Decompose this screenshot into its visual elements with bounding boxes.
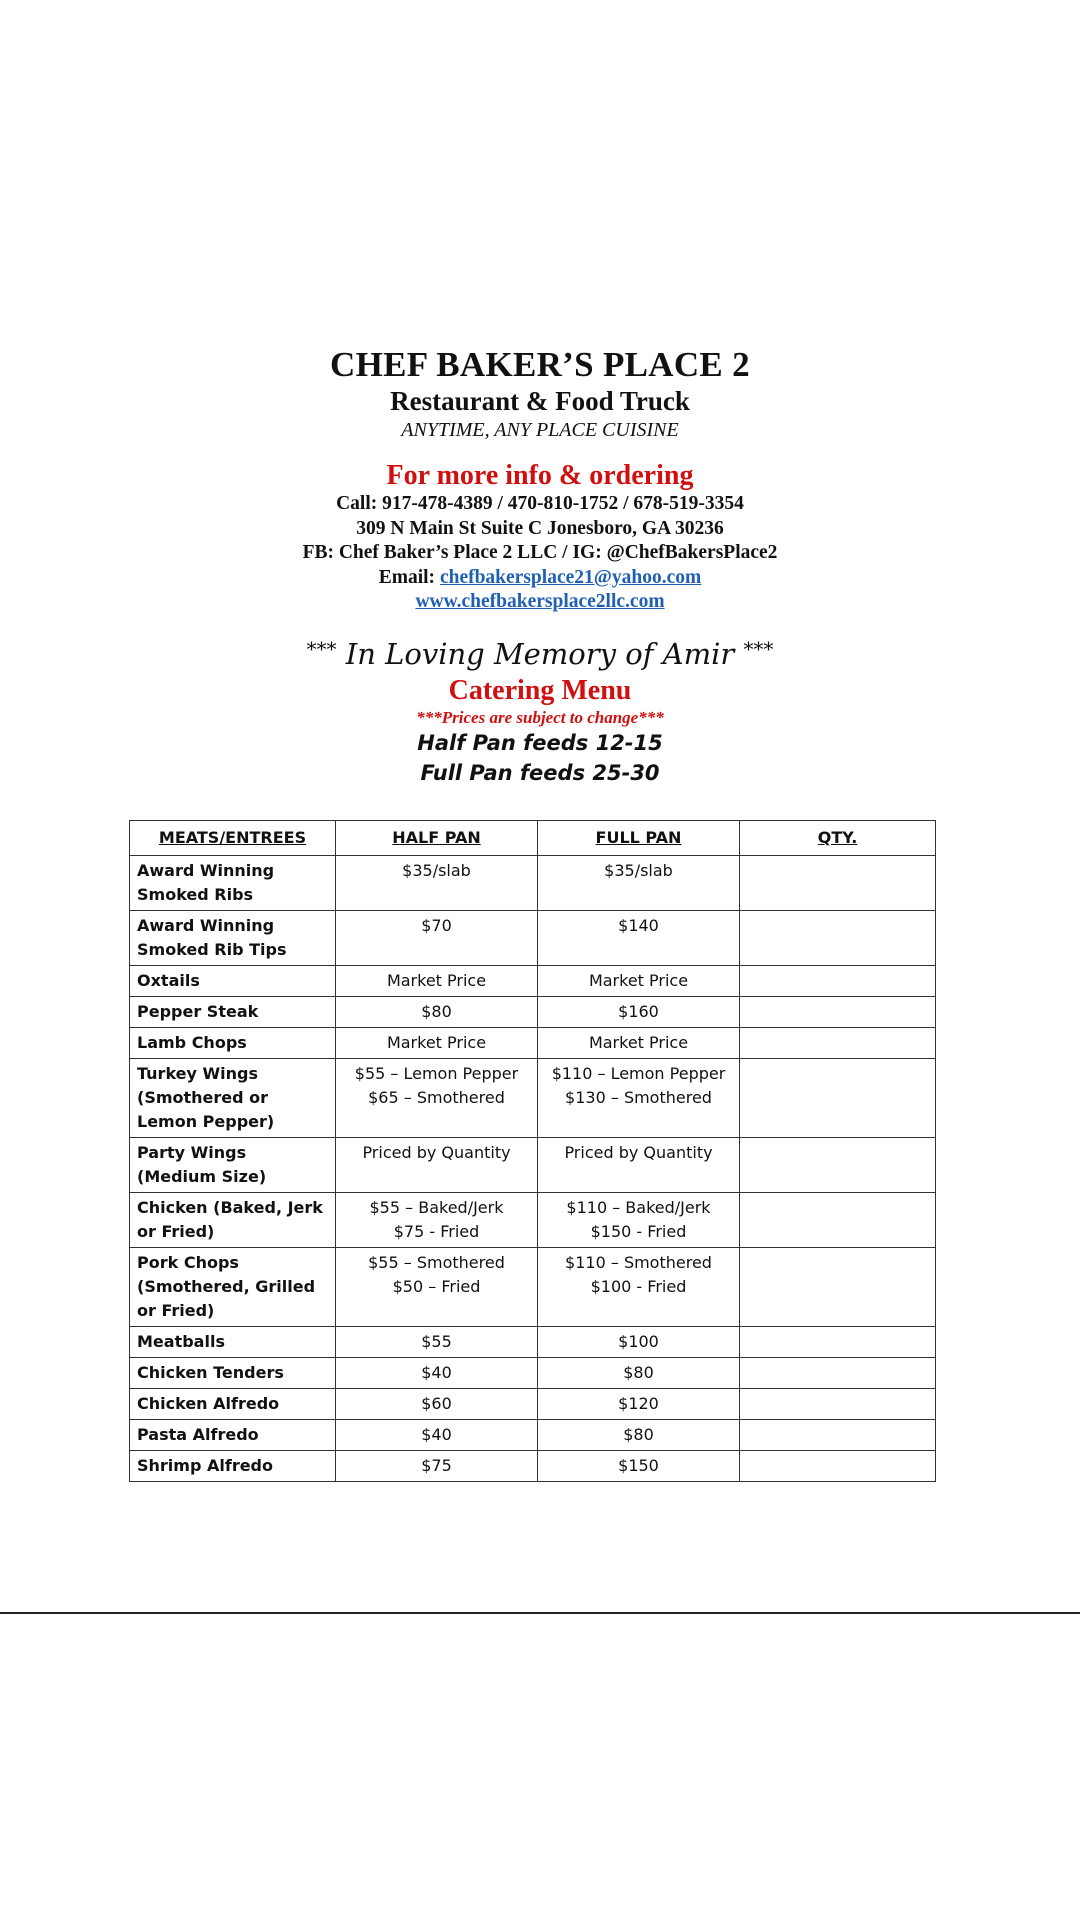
full-pan-price-line: $120 — [618, 1394, 659, 1413]
half-pan-price-line: $40 — [421, 1425, 452, 1444]
half-pan-price-line: Market Price — [386, 971, 487, 990]
qty-cell[interactable] — [740, 1193, 936, 1248]
full-pan-price — [538, 1138, 740, 1193]
full-pan-feeds: Full Pan feeds 25-30 — [420, 761, 660, 785]
full-pan-price-line: $80 — [623, 1363, 654, 1382]
full-pan-price-line: $150 — [618, 1456, 659, 1475]
full-pan-price-line: $35/slab — [604, 861, 673, 880]
full-pan-price-line: $140 — [618, 916, 659, 935]
menu-item-name: Oxtails — [130, 966, 336, 997]
full-pan-price — [538, 997, 740, 1028]
table-row — [130, 1420, 936, 1451]
menu-item-name: Chicken Alfredo — [130, 1389, 336, 1420]
half-pan-price-line: $80 — [421, 1002, 452, 1021]
half-pan-price-line: $70 — [421, 916, 452, 935]
half-pan-price — [336, 1358, 538, 1389]
half-pan-price — [336, 1138, 538, 1193]
half-pan-price-line: $55 – Lemon Pepper — [354, 1064, 519, 1083]
address: 309 N Main St Suite C Jonesboro, GA 30236 — [356, 518, 724, 539]
menu-item-name: Party Wings (Medium Size) — [130, 1138, 336, 1193]
half-pan-price-line: $60 — [421, 1394, 452, 1413]
header-half-pan: HALF PAN — [336, 821, 538, 856]
page-subtitle: Restaurant & Food Truck — [390, 386, 690, 416]
table-row — [130, 911, 936, 966]
full-pan-price-line: Market Price — [588, 971, 689, 990]
full-pan-price — [538, 911, 740, 966]
half-pan-price — [336, 997, 538, 1028]
full-pan-price — [538, 1028, 740, 1059]
half-pan-price-line: $55 — [421, 1332, 452, 1351]
table-row — [130, 1059, 936, 1138]
email-line — [0, 567, 1080, 589]
half-pan-price-line: $55 – Smothered — [368, 1253, 505, 1272]
half-pan-price — [336, 856, 538, 911]
menu-item-name: Award Winning Smoked Ribs — [130, 856, 336, 911]
memorial-text: In Loving Memory of Amir — [345, 637, 735, 671]
half-pan-price — [336, 1193, 538, 1248]
full-pan-price-line: $110 – Lemon Pepper — [551, 1064, 726, 1083]
half-pan-price-line: $65 – Smothered — [368, 1088, 505, 1107]
full-pan-price — [538, 1358, 740, 1389]
qty-cell[interactable] — [740, 856, 936, 911]
qty-cell[interactable] — [740, 966, 936, 997]
qty-cell[interactable] — [740, 1389, 936, 1420]
menu-item-name: Chicken Tenders — [130, 1358, 336, 1389]
half-pan-price — [336, 1420, 538, 1451]
qty-cell[interactable] — [740, 911, 936, 966]
full-pan-price-line: $80 — [623, 1425, 654, 1444]
table-row — [130, 1193, 936, 1248]
full-pan-price-line: $110 – Baked/Jerk — [566, 1198, 711, 1217]
memorial-line — [0, 637, 1080, 671]
qty-cell[interactable] — [740, 1420, 936, 1451]
table-row — [130, 1358, 936, 1389]
table-row — [130, 1451, 936, 1482]
full-pan-price-line: $160 — [618, 1002, 659, 1021]
table-row — [130, 1327, 936, 1358]
menu-item-name: Pepper Steak — [130, 997, 336, 1028]
table-row — [130, 997, 936, 1028]
menu-table-body — [130, 856, 936, 1482]
half-pan-price-line: $35/slab — [402, 861, 471, 880]
menu-table — [129, 820, 936, 1482]
half-pan-price — [336, 911, 538, 966]
half-pan-price-line: $50 – Fried — [392, 1277, 481, 1296]
memorial-stars-right: *** — [743, 637, 774, 661]
table-header-row — [130, 821, 936, 856]
page-bottom-divider — [0, 1612, 1080, 1614]
full-pan-price — [538, 966, 740, 997]
half-pan-price — [336, 966, 538, 997]
full-pan-price-line: $100 - Fried — [590, 1277, 687, 1296]
website-line — [0, 591, 1080, 613]
full-pan-price — [538, 856, 740, 911]
table-row — [130, 1028, 936, 1059]
full-pan-price-line: $130 – Smothered — [565, 1088, 712, 1107]
half-pan-price-line: Market Price — [386, 1033, 487, 1052]
full-pan-price — [538, 1327, 740, 1358]
qty-cell[interactable] — [740, 1358, 936, 1389]
full-pan-price — [538, 1420, 740, 1451]
table-row — [130, 966, 936, 997]
page-title: CHEF BAKER’S PLACE 2 — [330, 345, 750, 384]
prices-note: ***Prices are subject to change*** — [416, 708, 664, 727]
half-pan-price-line: $40 — [421, 1363, 452, 1382]
menu-item-name: Turkey Wings (Smothered or Lemon Pepper) — [130, 1059, 336, 1138]
half-pan-price — [336, 1059, 538, 1138]
full-pan-price — [538, 1451, 740, 1482]
table-row — [130, 1248, 936, 1327]
email-link[interactable]: chefbakersplace21@yahoo.com — [439, 567, 702, 588]
full-pan-price-line: $150 - Fried — [590, 1222, 687, 1241]
full-pan-price-line: Priced by Quantity — [564, 1143, 713, 1162]
qty-cell[interactable] — [740, 1248, 936, 1327]
qty-cell[interactable] — [740, 1059, 936, 1138]
menu-item-name: Award Winning Smoked Rib Tips — [130, 911, 336, 966]
qty-cell[interactable] — [740, 1451, 936, 1482]
half-pan-price-line: $75 — [421, 1456, 452, 1475]
half-pan-price — [336, 1028, 538, 1059]
menu-item-name: Meatballs — [130, 1327, 336, 1358]
half-pan-price-line: $55 – Baked/Jerk — [369, 1198, 504, 1217]
header-meats-entrees: MEATS/ENTREES — [130, 821, 336, 856]
menu-item-name: Shrimp Alfredo — [130, 1451, 336, 1482]
tagline: ANYTIME, ANY PLACE CUISINE — [401, 419, 679, 441]
full-pan-price — [538, 1059, 740, 1138]
half-pan-price — [336, 1248, 538, 1327]
qty-cell[interactable] — [740, 1138, 936, 1193]
phone-numbers: Call: 917-478-4389 / 470-810-1752 / 678-519-3354 — [336, 493, 744, 514]
half-pan-price — [336, 1451, 538, 1482]
full-pan-price — [538, 1248, 740, 1327]
half-pan-feeds: Half Pan feeds 12-15 — [417, 731, 663, 755]
menu-item-name: Pasta Alfredo — [130, 1420, 336, 1451]
catering-heading: Catering Menu — [448, 675, 632, 706]
header-qty: QTY. — [740, 821, 936, 856]
full-pan-price-line: $100 — [618, 1332, 659, 1351]
menu-item-name: Pork Chops (Smothered, Grilled or Fried) — [130, 1248, 336, 1327]
info-heading: For more info & ordering — [386, 460, 694, 491]
full-pan-price — [538, 1193, 740, 1248]
half-pan-price — [336, 1389, 538, 1420]
full-pan-price-line: Market Price — [588, 1033, 689, 1052]
memorial-stars-left: *** — [306, 637, 337, 661]
qty-cell[interactable] — [740, 997, 936, 1028]
table-row — [130, 1138, 936, 1193]
full-pan-price-line: $110 – Smothered — [565, 1253, 712, 1272]
half-pan-price-line: Priced by Quantity — [362, 1143, 511, 1162]
menu-item-name: Chicken (Baked, Jerk or Fried) — [130, 1193, 336, 1248]
header-full-pan: FULL PAN — [538, 821, 740, 856]
table-row — [130, 856, 936, 911]
qty-cell[interactable] — [740, 1327, 936, 1358]
half-pan-price-line: $75 - Fried — [393, 1222, 480, 1241]
social-handles: FB: Chef Baker’s Place 2 LLC / IG: @ChefBakersPlace2 — [302, 542, 778, 563]
email-label: Email: — [378, 567, 440, 588]
table-row — [130, 1389, 936, 1420]
full-pan-price — [538, 1389, 740, 1420]
menu-item-name: Lamb Chops — [130, 1028, 336, 1059]
half-pan-price — [336, 1327, 538, 1358]
website-link[interactable]: www.chefbakersplace2llc.com — [415, 591, 665, 612]
qty-cell[interactable] — [740, 1028, 936, 1059]
